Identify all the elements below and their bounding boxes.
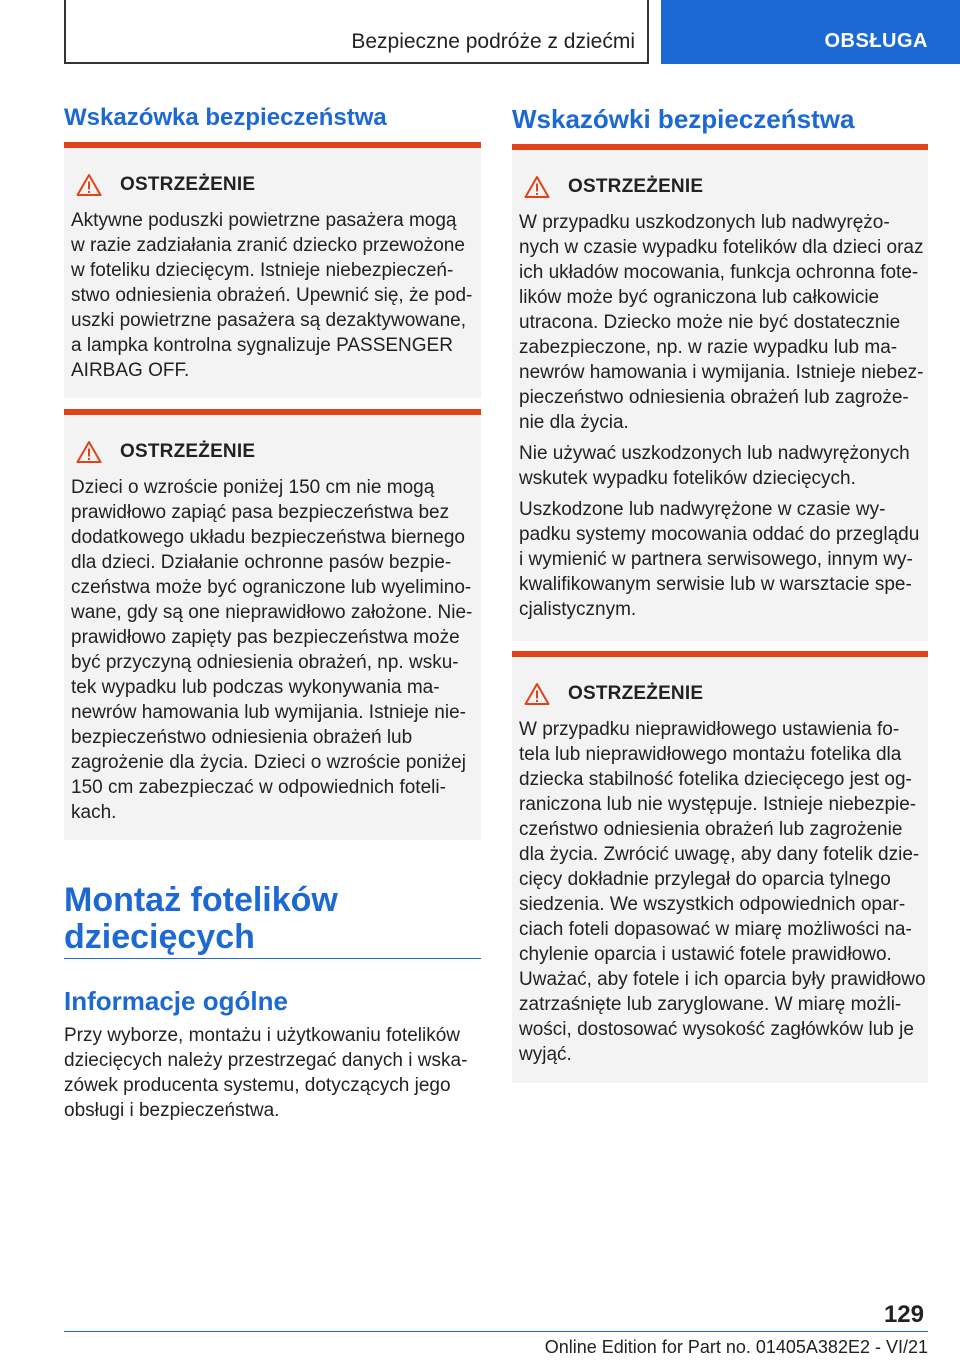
- warning-text: [71, 208, 472, 383]
- text-line: Uważać, aby fotele i ich oparcia były prawidłowo: [519, 969, 926, 990]
- section-rule: [64, 958, 481, 959]
- text-line: 150 cm zabezpieczać w odpowiednich foteli-: [71, 777, 446, 798]
- text-line: wane, gdy są one nieprawidłowo założone. Nie-: [71, 602, 473, 623]
- text-line: dziecka stabilność fotelika dziecięcego jest og-: [519, 769, 912, 790]
- text-line: dla życia. Zwrócić uwagę, aby dany fotelik dzie-: [519, 844, 920, 865]
- text-line: cjalistycznym.: [519, 599, 637, 620]
- warning-triangle-icon: [76, 440, 102, 464]
- warning-box: [512, 144, 928, 641]
- text-line: utracona. Dziecko może nie być dostatecznie: [519, 312, 901, 333]
- text-line: newrów hamowania lub wymijania. Istnieje nie-: [71, 702, 466, 723]
- text-line: chylenie oparcia i ustawić fotele prawidłowo.: [519, 944, 892, 965]
- text-line: być przyczyną odniesienia obrażeń, np. wsku-: [71, 652, 459, 673]
- warning-title: OSTRZEŻENIE: [568, 683, 704, 704]
- text-line: zówek producenta systemu, dotyczących jego: [64, 1075, 451, 1096]
- warning-header: [76, 172, 255, 198]
- warning-header: [524, 174, 703, 200]
- warning-box: [64, 142, 481, 398]
- section-title-line: dziecięcych: [64, 918, 255, 956]
- text-line: a lampka kontrolna sygnalizuje PASSENGER: [71, 335, 453, 356]
- text-line: prawidłowo zapięty pas bezpieczeństwa może: [71, 627, 460, 648]
- text-line: ich układów mocowania, funkcja ochronna fote-: [519, 262, 919, 283]
- text-line: lików może być ograniczona lub całkowicie: [519, 287, 880, 308]
- text-line: czeństwo odniesienia obrażeń lub zagrożenie: [519, 819, 903, 840]
- subheading: Informacje ogólne: [64, 986, 288, 1016]
- footer-rule: [64, 1331, 928, 1332]
- warning-title: OSTRZEŻENIE: [120, 441, 256, 462]
- text-line: ciach foteli dopasować w miarę możliwości na-: [519, 919, 912, 940]
- warning-box: [512, 651, 928, 1083]
- text-line: dodatkowego układu bezpieczeństwa biernego: [71, 527, 465, 548]
- right-heading: Wskazówki bezpieczeństwa: [512, 104, 855, 134]
- text-line: obsługi i bezpieczeństwa.: [64, 1100, 280, 1121]
- text-line: zatrzaśnięte lub zaryglowane. W miarę możli-: [519, 994, 902, 1015]
- text-line: bezpieczeństwo odniesienia obrażeń lub: [71, 727, 413, 748]
- warning-box: [64, 409, 481, 840]
- text-line: zagrożenie dla życia. Dzieci o wzroście poniżej: [71, 752, 466, 773]
- warning-header: [76, 439, 255, 465]
- text-line: Dzieci o wzroście poniżej 150 cm nie mogą: [71, 477, 435, 498]
- warning-triangle-icon: [524, 175, 550, 199]
- warning-text: [71, 475, 472, 825]
- text-line: newrów hamowania i wymijania. Istnieje niebez-: [519, 362, 924, 383]
- section-title: [64, 882, 338, 956]
- left-heading: Wskazówka bezpieczeństwa: [64, 104, 387, 131]
- text-line: w foteliku dziecięcym. Istnieje niebezpieczeń-: [71, 260, 454, 281]
- text-line: Uszkodzone lub nadwyrężone w czasie wy-: [519, 499, 886, 520]
- text-line: w razie zadziałania zranić dziecko przewożone: [71, 235, 465, 256]
- footer-edition: Online Edition for Part no. 01405A382E2 - VI/21: [544, 1337, 928, 1357]
- text-line: i wymienić w partnera serwisowego, innym wy-: [519, 549, 913, 570]
- header-section-frame: [64, 0, 649, 64]
- text-line: siedzenia. We wszystkich odpowiednich opar-: [519, 894, 906, 915]
- text-line: Nie używać uszkodzonych lub nadwyrężonych: [519, 443, 910, 464]
- text-line: raniczona lub nie występuje. Istnieje niebezpie-: [519, 794, 917, 815]
- warning-text: [519, 210, 923, 622]
- text-line: prawidłowo zapiąć pasa bezpieczeństwa bez: [71, 502, 450, 523]
- header-chapter-tab: [661, 0, 960, 64]
- text-line: zabezpieczone, np. w razie wypadku lub ma-: [519, 337, 898, 358]
- text-line: tek wypadku lub podczas wykonywania ma-: [71, 677, 440, 698]
- text-line: nie dla życia.: [519, 412, 629, 433]
- text-line: W przypadku uszkodzonych lub nadwyrężo-: [519, 212, 890, 233]
- text-line: Przy wyborze, montażu i użytkowaniu fotelików: [64, 1025, 460, 1046]
- section-title-line: Montaż fotelików: [64, 881, 338, 919]
- warning-text: [519, 717, 926, 1067]
- header-chapter-label: OBSŁUGA: [824, 30, 928, 52]
- warning-triangle-icon: [76, 173, 102, 197]
- warning-triangle-icon: [524, 682, 550, 706]
- text-line: W przypadku nieprawidłowego ustawienia fo-: [519, 719, 900, 740]
- warning-header: [524, 681, 703, 707]
- header-section-title: Bezpieczne podróże z dziećmi: [351, 30, 635, 53]
- text-line: nych w czasie wypadku fotelików dla dzieci oraz: [519, 237, 924, 258]
- warning-title: OSTRZEŻENIE: [568, 176, 704, 197]
- text-line: kach.: [71, 802, 117, 823]
- text-line: stwo odniesienia obrażeń. Upewnić się, że pod-: [71, 285, 473, 306]
- text-line: wskutek wypadku fotelików dziecięcych.: [519, 468, 856, 489]
- text-line: pieczeństwo odniesienia obrażeń lub zagroże-: [519, 387, 909, 408]
- text-line: padku systemy mocowania oddać do przeglądu: [519, 524, 920, 545]
- text-line: dziecięcych należy przestrzegać danych i wska-: [64, 1050, 468, 1071]
- text-line: dla dzieci. Działanie ochronne pasów bezpie-: [71, 552, 452, 573]
- text-line: tela lub nieprawidłowego montażu fotelika dla: [519, 744, 902, 765]
- text-line: AIRBAG OFF.: [71, 360, 190, 381]
- text-line: czeństwa może być ograniczone lub wyelimino-: [71, 577, 472, 598]
- page-number: 129: [883, 1301, 924, 1328]
- warning-title: OSTRZEŻENIE: [120, 174, 256, 195]
- text-line: uszki powietrzne pasażera są dezaktywowane,: [71, 310, 466, 331]
- text-line: wyjąć.: [519, 1044, 572, 1065]
- text-line: Aktywne poduszki powietrzne pasażera mogą: [71, 210, 457, 231]
- text-line: kwalifikowanym serwisie lub w warsztacie spe-: [519, 574, 912, 595]
- text-line: wości, dostosować wysokość zagłówków lub je: [519, 1019, 914, 1040]
- text-line: cięcy dokładnie przylegał do oparcia tylnego: [519, 869, 891, 890]
- body-text: [64, 1023, 467, 1123]
